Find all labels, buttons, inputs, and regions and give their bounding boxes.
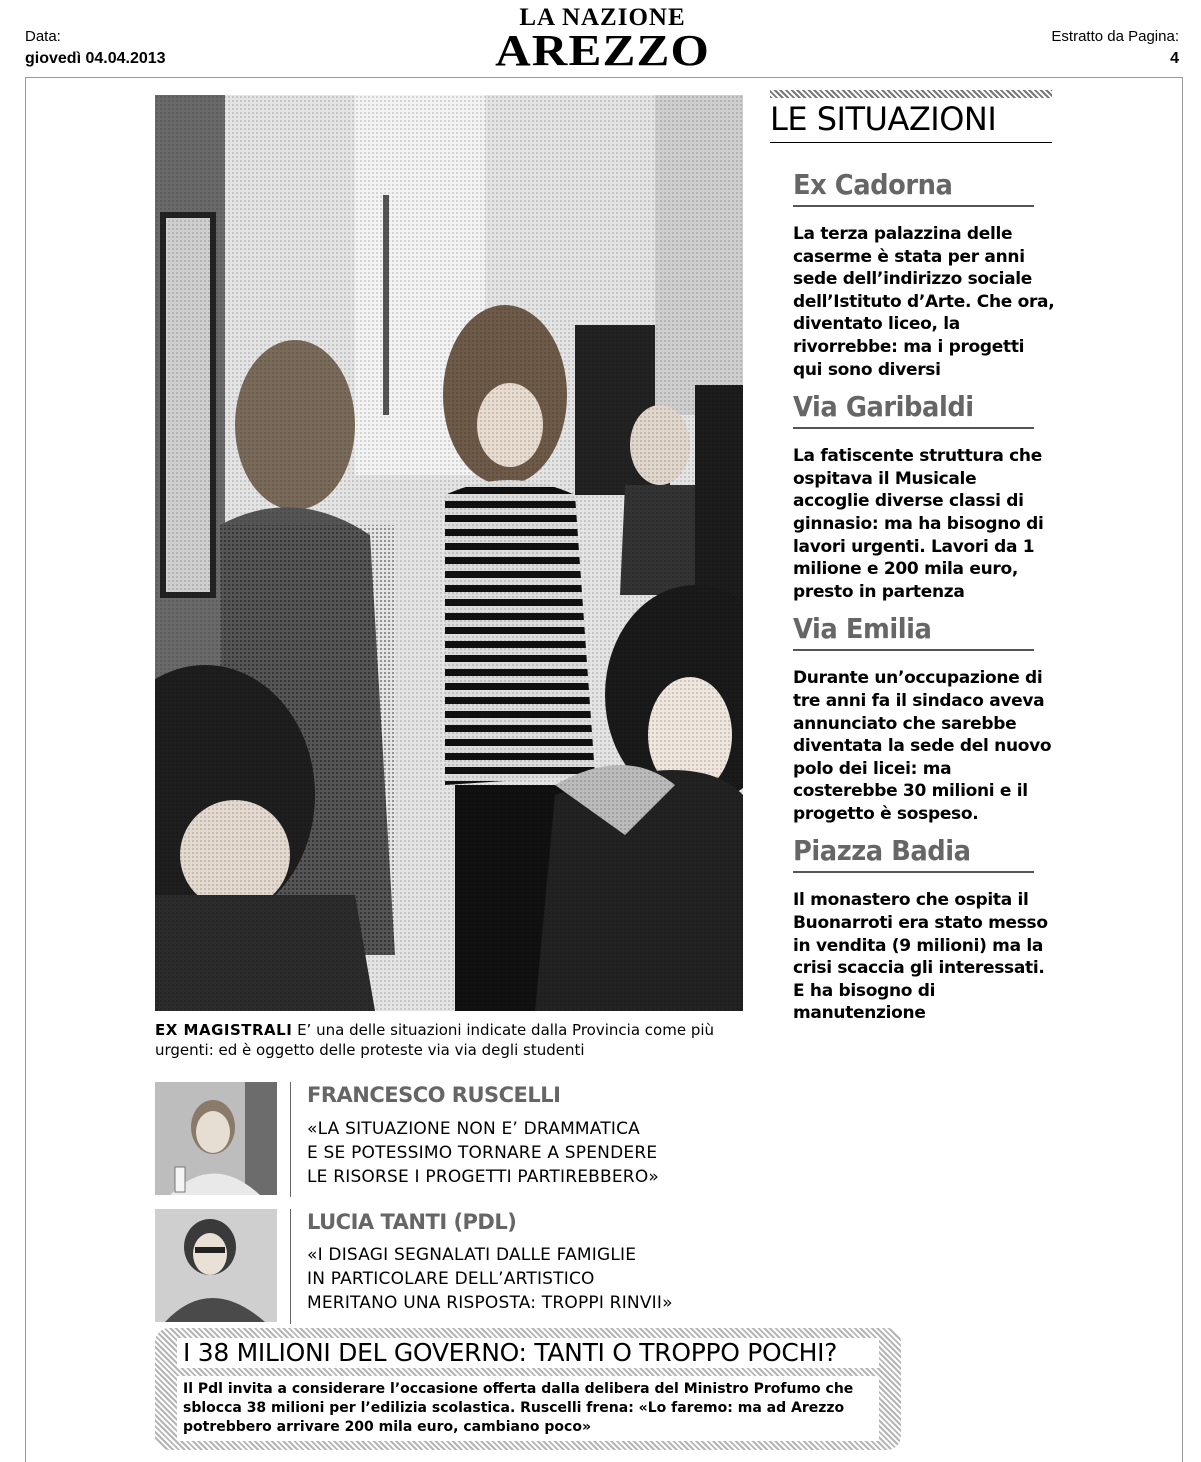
box-text: Il Pdl invita a considerare l’occasione offerta dalla delibera del Ministro Profumo che sblocca 38 milioni per l’edilizia scolastica. Ruscelli frena: «Lo faremo: ma ad Arezzo potrebbero arrivare 200 mila euro, cambiano poco» xyxy=(177,1376,879,1441)
date-value: giovedì 04.04.2013 xyxy=(25,50,166,67)
date-block xyxy=(25,26,166,70)
quote-divider xyxy=(290,1209,291,1324)
caption-lead: EX MAGISTRALI xyxy=(155,1021,293,1039)
page-number: 4 xyxy=(1170,50,1179,67)
situation-item xyxy=(793,389,1055,603)
quote-text xyxy=(307,1243,673,1315)
column-hatch xyxy=(770,90,1052,98)
quote-text xyxy=(307,1117,659,1189)
ruscelli-photo xyxy=(155,1082,277,1195)
page-label: Estratto da Pagina: xyxy=(1051,28,1179,45)
government-box xyxy=(155,1328,901,1450)
newspaper-city: AREZZO xyxy=(495,26,710,75)
quote-author: LUCIA TANTI (PDL) xyxy=(307,1210,517,1234)
box-title: I 38 MILIONI DEL GOVERNO: TANTI O TROPPO POCHI? xyxy=(177,1338,879,1368)
students-photo xyxy=(155,95,743,1011)
quote-line: IN PARTICOLARE DELL’ARTISTICO xyxy=(307,1269,595,1289)
situation-title: Piazza Badia xyxy=(793,833,1034,873)
situation-item xyxy=(793,833,1055,1025)
photo-caption xyxy=(155,1020,755,1060)
situations-column xyxy=(770,90,1052,143)
quote-line: E SE POTESSIMO TORNARE A SPENDERE xyxy=(307,1143,658,1163)
situation-title: Via Emilia xyxy=(793,611,1034,651)
situation-item xyxy=(793,611,1055,825)
quote-author: FRANCESCO RUSCELLI xyxy=(307,1083,561,1107)
situation-title: Ex Cadorna xyxy=(793,167,1034,207)
quote-line: «I DISAGI SEGNALATI DALLE FAMIGLIE xyxy=(307,1245,637,1265)
situation-text: La fatiscente struttura che ospitava il Musicale accoglie diverse classi di ginnasio: ma ha bisogno di lavori urgenti. Lavori da 1 milione e 200 mila euro, presto in partenza xyxy=(793,446,1044,602)
column-title: LE SITUAZIONI xyxy=(770,98,1052,143)
situation-text: La terza palazzina delle caserme è stata per anni sede dell’indirizzo sociale dell’Istituto d’Arte. Che ora, diventato liceo, la rivorrebbe: ma i progetti qui sono diversi xyxy=(793,224,1055,380)
situation-title: Via Garibaldi xyxy=(793,389,1034,429)
page-block xyxy=(1051,26,1179,70)
situation-text: Il monastero che ospita il Buonarroti era stato messo in vendita (9 milioni) ma la crisi scaccia gli interessati. E ha bisogno di manutenzione xyxy=(793,890,1048,1024)
situation-text: Durante un’occupazione di tre anni fa il sindaco aveva annunciato che sarebbe diventata la sede del nuovo polo dei licei: ma costerebbe 30 milioni e il progetto è sospeso. xyxy=(793,668,1052,824)
tanti-photo xyxy=(155,1209,277,1322)
newspaper-name: LA NAZIONE xyxy=(519,4,686,31)
quote-line: LE RISORSE I PROGETTI PARTIREBBERO» xyxy=(307,1167,660,1187)
quote-divider xyxy=(290,1082,291,1197)
situations-list xyxy=(793,167,1055,1033)
quote-line: «LA SITUAZIONE NON E’ DRAMMATICA xyxy=(307,1119,641,1139)
situation-item xyxy=(793,167,1055,381)
quote-line: MERITANO UNA RISPOSTA: TROPPI RINVII» xyxy=(307,1293,673,1313)
masthead xyxy=(490,4,715,75)
date-label: Data: xyxy=(25,28,61,45)
caption-text: E’ una delle situazioni indicate dalla Provincia come più urgenti: ed è oggetto delle proteste via via degli studenti xyxy=(155,1021,715,1059)
